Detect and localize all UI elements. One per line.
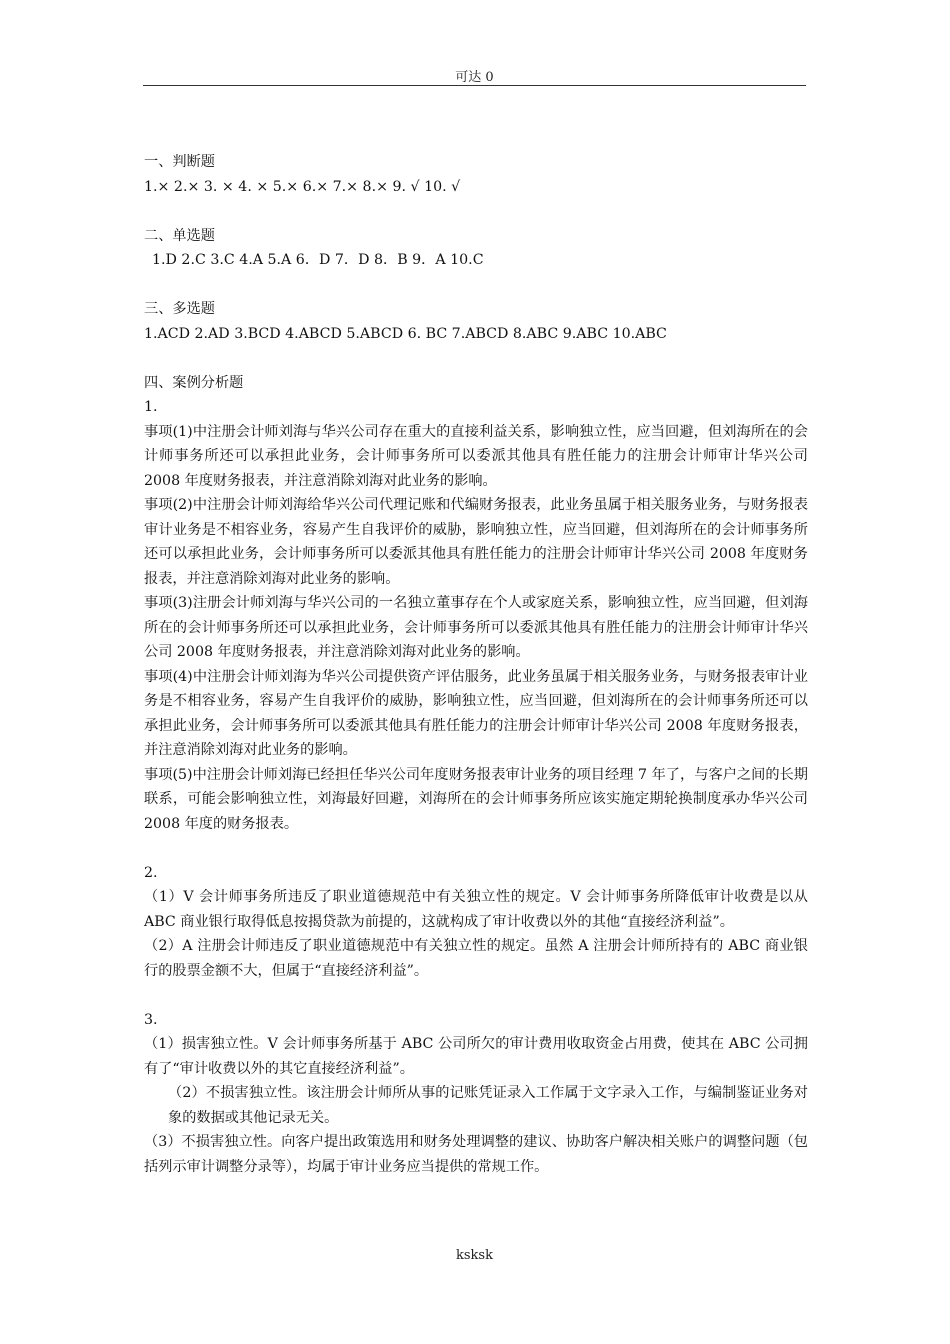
header-rule: [143, 85, 806, 86]
case-number: 3.: [144, 1011, 158, 1028]
case-paragraph: （3）不损害独立性。向客户提出政策选用和财务处理调整的建议、协助客户解决相关账户的调整问题（包括列示审计调整分录等），均属于审计业务应当提供的常规工作。: [144, 1134, 808, 1175]
answers-single-choice: 1.D 2.C 3.C 4.A 5.A 6．D 7．D 8．B 9．A 10.C: [152, 252, 484, 268]
case-paragraph: （1）损害独立性。V 会计师事务所基于 ABC 公司所欠的审计费用收取资金占用费，使其在 ABC 公司拥有了“审计收费以外的其它直接经济利益”。: [144, 1036, 808, 1077]
case-number: 1.: [144, 399, 158, 415]
section-title-true-false: 一、判断题: [144, 154, 215, 170]
section-title-single-choice: 二、单选题: [144, 227, 215, 244]
case-paragraph: 事项(5)中注册会计师刘海已经担任华兴公司年度财务报表审计业务的项目经理 7 年了，与客户之间的长期联系，可能会影响独立性，刘海最好回避，刘海所在的会计师事务所应该实施定期轮换制度承办华兴公司 2008 年度的财务报表。: [144, 766, 808, 832]
page-footer: ksksk: [456, 1248, 493, 1263]
section-title-case-analysis: 四、案例分析题: [144, 374, 244, 391]
case-paragraph: 事项(1)中注册会计师刘海与华兴公司存在重大的直接利益关系，影响独立性，应当回避，但刘海所在的会计师事务所还可以承担此业务，会计师事务所可以委派其他具有胜任能力的注册会计师审计华兴公司 2008 年度财务报表，并注意消除刘海对此业务的影响。: [144, 423, 808, 489]
case-paragraph: 事项(3)注册会计师刘海与华兴公司的一名独立董事存在个人或家庭关系，影响独立性，应当回避，但刘海所在的会计师事务所还可以承担此业务，会计师事务所可以委派其他具有胜任能力的注册会计师审计华兴公司 2008 年度财务报表，并注意消除刘海对此业务的影响。: [144, 595, 808, 660]
case-paragraph: （2）A 注册会计师违反了职业道德规范中有关独立性的规定。虽然 A 注册会计师所持有的 ABC 商业银行的股票金额不大，但属于“直接经济利益”。: [144, 938, 808, 979]
section-title-multiple-choice: 三、多选题: [144, 301, 215, 317]
case-paragraph: 事项(2)中注册会计师刘海给华兴公司代理记账和代编财务报表，此业务虽属于相关服务业务，与财务报表审计业务是不相容业务，容易产生自我评价的威胁，影响独立性，应当回避，但刘海所在的会计师事务所还可以承担此业务，会计师事务所可以委派其他具有胜任能力的注册会计师审计华兴公司 2008 年度财务报表，并注意消除刘海对此业务的影响。: [144, 497, 808, 587]
case-paragraph: （1）V 会计师事务所违反了职业道德规范中有关独立性的规定。V 会计师事务所降低审计收费是以从 ABC 商业银行取得低息按揭贷款为前提的，这就构成了审计收费以外的其他“直接经济利益”。: [144, 889, 808, 930]
page-header: 可达 0: [455, 70, 494, 85]
case-paragraph: 事项(4)中注册会计师刘海为华兴公司提供资产评估服务，此业务虽属于相关服务业务，与财务报表审计业务是不相容业务，容易产生自我评价的威胁，影响独立性，应当回避，但刘海所在的会计师事务所还可以承担此业务，会计师事务所可以委派其他具有胜任能力的注册会计师审计华兴公司 2008 年度财务报表，并注意消除刘海对此业务的影响。: [144, 668, 808, 758]
document-body: [144, 150, 808, 1179]
answers-true-false: 1.× 2.× 3. × 4. × 5.× 6.× 7.× 8.× 9. √ 10. √: [144, 178, 461, 195]
case-number: 2.: [144, 864, 158, 881]
answers-multiple-choice: 1.ACD 2.AD 3.BCD 4.ABCD 5.ABCD 6. BC 7.ABCD 8.ABC 9.ABC 10.ABC: [144, 325, 667, 342]
case-paragraph: （2）不损害独立性。该注册会计师所从事的记账凭证录入工作属于文字录入工作，与编制鉴证业务对象的数据或其他记录无关。: [168, 1085, 808, 1126]
